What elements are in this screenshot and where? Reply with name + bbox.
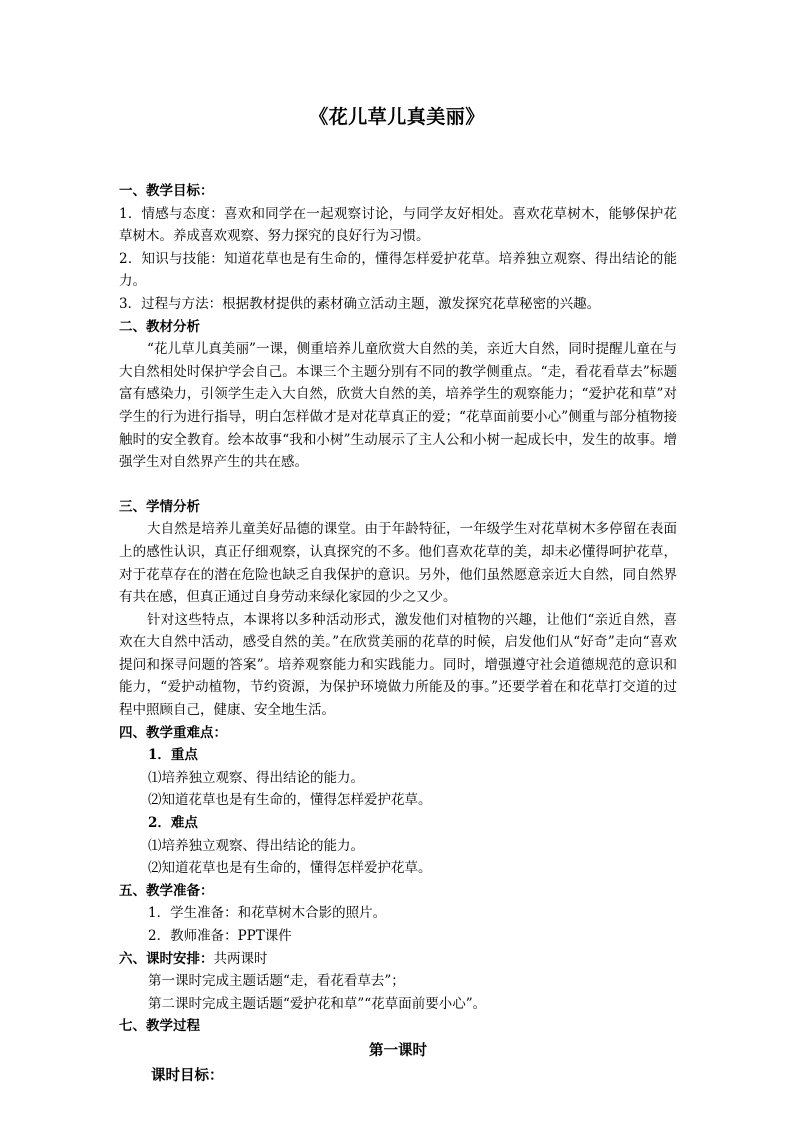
section-heading-process: 七、教学过程: [119, 1018, 200, 1035]
paragraph: 针对这些特点，本课将以多种活动形式，激发他们对植物的兴趣，让他们“亲近自然，喜欢在大自然中活动，感受自然的美。”在欣赏美丽的花草的时候，启发他们从“好奇”走向“喜欢提问和探寻问题的答案”。培养观察能力和实践能力。同时，增强遵守社会道德规范的意识和能力，“爱护动植物，节约资源，为保护环境做力所能及的事。”还要学着在和花草打交道的过程中照顾自己，健康、安全地生活。: [119, 611, 677, 719]
section-heading-goals: 一、教学目标：: [119, 183, 214, 199]
paragraph: 3．过程与方法：根据教材提供的素材确立活动主题，激发探究花草秘密的兴趣。: [119, 295, 601, 312]
list-item: 第二课时完成主题话题“爱护花和草”“花草面前要小心”。: [148, 995, 487, 1012]
paragraph: “花儿草儿真美丽”一课，侧重培养儿童欣赏大自然的美，亲近大自然，同时提醒儿童在与大自然相处时保护学会自己。本课三个主题分别有不同的教学侧重点。“走，看花看草去”标题富有感染力，引领学生走入大自然，欣赏大自然的美，培养学生的观察能力；“爱护花和草”对学生的行为进行指导，明白怎样做才是对花草真正的爱；“花草面前要小心”侧重与部分植物接触时的安全教育。绘本故事“我和小树”生动展示了主人公和小树一起成长中，发生的故事。增强学生对自然界产生的共在感。: [119, 341, 677, 471]
paragraph: 大自然是培养儿童美好品德的课堂。由于年龄特征，一年级学生对花草树木多停留在表面上的感性认识，真正仔细观察，认真探究的不多。他们喜欢花草的美，却未必懂得呵护花草，对于花草存在的潜在危险也缺乏自我保护的意识。另外，他们虽然愿意亲近大自然，同自然界有共在感，但真正通过自身劳动来绿化家园的少之又少。: [119, 521, 677, 606]
section-heading-schedule-line: [119, 948, 677, 971]
lesson-goal-heading: 课时目标：: [151, 1066, 224, 1084]
list-item: 第一课时完成主题话题“走，看花看草去”；: [148, 973, 405, 990]
section-heading-materials: 二、教材分析: [119, 318, 200, 335]
list-item: ⑴培养独立观察、得出结论的能力。: [148, 837, 364, 854]
document-title: 《花儿草儿真美丽》: [309, 106, 485, 128]
list-item: ⑵知道花草也是有生命的，懂得怎样爱护花草。: [148, 860, 432, 877]
list-item: 1．学生准备：和花草树木合影的照片。: [148, 905, 387, 922]
section-heading-preparation: 五、教学准备：: [119, 882, 214, 899]
list-item: ⑵知道花草也是有生命的，懂得怎样爱护花草。: [148, 792, 432, 809]
paragraph: 2．知识与技能：知道花草也是有生命的，懂得怎样爱护花草。培养独立观察、得出结论的能力。: [119, 250, 677, 290]
subheading-key: 1．重点: [148, 747, 198, 764]
paragraph: 1．情感与态度：喜欢和同学在一起观察讨论，与同学友好相处。喜欢花草树木，能够保护花草树木。养成喜欢观察、努力探究的良好行为习惯。: [119, 205, 677, 245]
section-heading-key-points: 四、教学重难点：: [119, 724, 227, 741]
subheading-difficulty: 2．难点: [148, 815, 198, 832]
spacer: [119, 474, 677, 496]
schedule-value: 共两课时: [213, 950, 268, 967]
lesson-title: 第一课时: [369, 1041, 427, 1059]
list-item: ⑴培养独立观察、得出结论的能力。: [148, 769, 364, 786]
section-heading-students: 三、学情分析: [119, 498, 200, 515]
list-item: 2．教师准备：PPT课件: [148, 928, 292, 944]
document-body: [119, 180, 677, 1087]
section-heading-schedule: 六、课时安排：: [119, 950, 214, 967]
